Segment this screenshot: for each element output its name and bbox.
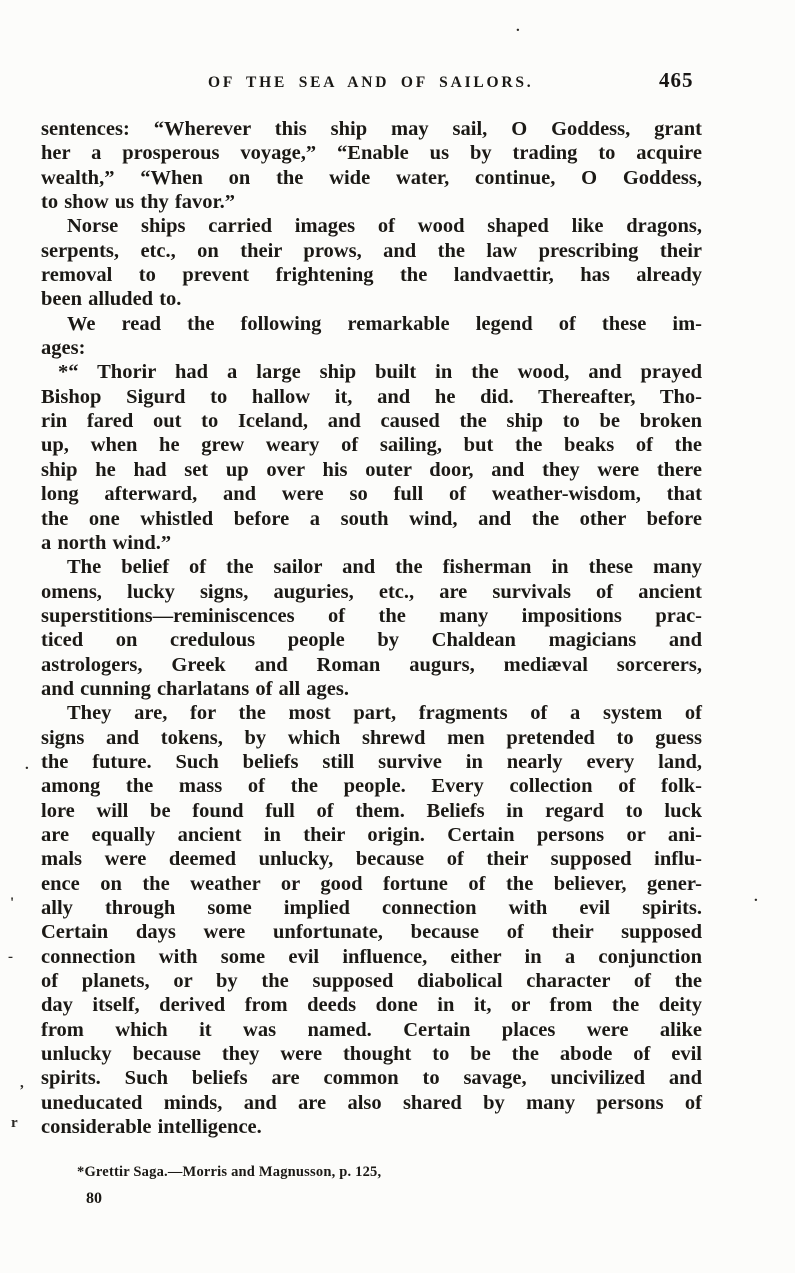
running-header-title: OF THE SEA AND OF SAILORS. (208, 74, 534, 91)
text-line: superstitions—reminiscences of the many impositions prac- (41, 604, 702, 627)
text-line: *“ Thorir had a large ship built in the wood, and prayed (58, 361, 702, 384)
text-line: The belief of the sailor and the fisherman in these many (67, 556, 702, 579)
text-line: Certain days were unfortunate, because of their supposed (41, 921, 702, 944)
text-line: mals were deemed unlucky, because of their supposed influ- (41, 848, 702, 871)
text-line: We read the following remarkable legend of these im- (67, 312, 702, 335)
scan-artifact: . (25, 757, 29, 773)
text-line: of planets, or by the supposed diabolical character of the (41, 970, 702, 993)
page-number: 465 (659, 68, 694, 92)
text-line: removal to prevent frightening the landvaettir, has already (41, 264, 702, 287)
paragraph (41, 701, 702, 1139)
text-line: unlucky because they were thought to be the abode of evil (41, 1043, 702, 1066)
text-line: long afterward, and were so full of weather-wisdom, that (41, 483, 702, 506)
text-line: spirits. Such beliefs are common to savage, uncivilized and (41, 1067, 702, 1090)
scan-artifact: ' (10, 895, 15, 911)
text-line: are equally ancient in their origin. Certain persons or ani- (41, 823, 702, 846)
text-line: lore will be found full of them. Beliefs in regard to luck (41, 799, 702, 822)
scan-artifact: , (20, 1075, 24, 1091)
text-line: They are, for the most part, fragments of a system of (67, 702, 702, 725)
paragraph (41, 214, 702, 311)
text-line: ally through some implied connection with evil spirits. (41, 897, 702, 919)
text-line: ages: (41, 337, 86, 360)
scan-artifact: r (11, 1115, 18, 1131)
text-line: ticed on credulous people by Chaldean magicians and (41, 629, 702, 652)
text-line: the future. Such beliefs still survive in nearly every land, (41, 750, 702, 773)
text-line: considerable intelligence. (41, 1116, 262, 1139)
text-line: Bishop Sigurd to hallow it, and he did. Thereafter, Tho- (41, 385, 702, 408)
text-line: rin fared out to Iceland, and caused the ship to be broken (41, 410, 702, 433)
text-line: a north wind.” (41, 531, 172, 554)
text-line: uneducated minds, and are also shared by many persons of (41, 1091, 702, 1114)
text-line: from which it was named. Certain places were alike (41, 1018, 702, 1041)
text-line: Norse ships carried images of wood shaped like dragons, (67, 215, 702, 238)
text-line: omens, lucky signs, auguries, etc., are survivals of ancient (41, 580, 702, 603)
signature-mark: 80 (86, 1190, 102, 1207)
scan-artifact: . (516, 19, 520, 35)
paragraph (41, 117, 702, 214)
text-line: day itself, derived from deeds done in it, or from the deity (41, 994, 702, 1017)
paragraph (41, 312, 702, 361)
text-line: connection with some evil influence, either in a conjunction (41, 945, 702, 968)
text-line: among the mass of the people. Every collection of folk- (41, 775, 702, 798)
footnote: *Grettir Saga.—Morris and Magnusson, p. 125, (77, 1164, 382, 1180)
text-line: her a prosperous voyage,” “Enable us by trading to acquire (41, 142, 702, 165)
text-line: and cunning charlatans of all ages. (41, 677, 349, 700)
text-line: the one whistled before a south wind, and the other before (41, 507, 702, 530)
text-line: up, when he grew weary of sailing, but the beaks of the (41, 434, 702, 457)
text-line: to show us thy favor.” (41, 191, 236, 214)
text-line: been alluded to. (41, 288, 182, 311)
paragraph (41, 555, 702, 701)
text-line: astrologers, Greek and Roman augurs, mediæval sorcerers, (41, 653, 702, 676)
scan-artifact: - (8, 949, 13, 965)
text-line: signs and tokens, by which shrewd men pretended to guess (41, 726, 702, 749)
text-line: ship he had set up over his outer door, and they were there (41, 458, 702, 481)
scan-artifact: . (754, 889, 758, 905)
paragraph (41, 360, 702, 555)
text-line: wealth,” “When on the wide water, continue, O Goddess, (41, 166, 702, 189)
text-line: ence on the weather or good fortune of the believer, gener- (41, 872, 702, 895)
body-text-block (41, 117, 702, 1139)
text-line: serpents, etc., on their prows, and the law prescribing their (41, 239, 702, 262)
text-line: sentences: “Wherever this ship may sail, O Goddess, grant (41, 118, 702, 140)
